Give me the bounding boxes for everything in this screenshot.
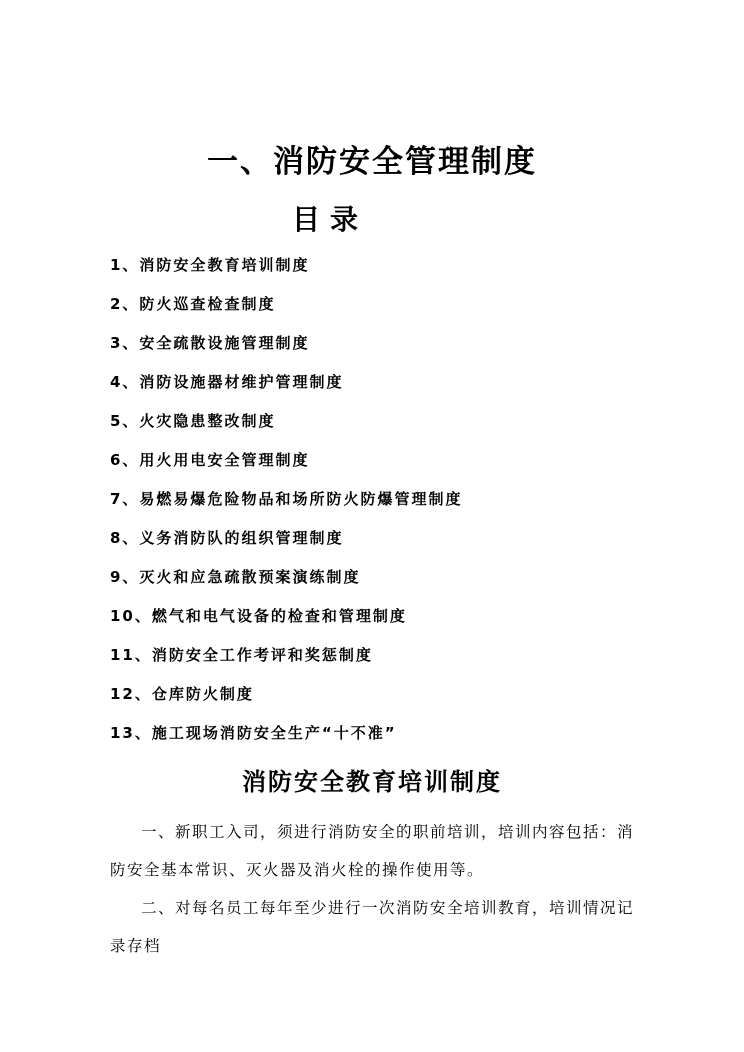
main-title: 一、消防安全管理制度 <box>207 144 537 180</box>
toc-item: 9、灭火和应急疏散预案演练制度 <box>110 568 361 586</box>
table-of-contents <box>110 253 462 760</box>
toc-item: 12、仓库防火制度 <box>110 685 254 703</box>
toc-item: 7、易燃易爆危险物品和场所防火防爆管理制度 <box>110 490 463 508</box>
toc-item: 11、消防安全工作考评和奖惩制度 <box>110 646 373 664</box>
toc-item: 2、防火巡查检查制度 <box>110 295 276 313</box>
body-paragraph: 一、新职工入司，须进行消防安全的职前培训，培训内容包括：消防安全基本常识、灭火器及消火栓的操作使用等。 <box>110 823 635 879</box>
toc-title: 目录 <box>292 203 369 236</box>
toc-item: 8、义务消防队的组织管理制度 <box>110 529 344 547</box>
section-title: 消防安全教育培训制度 <box>242 768 502 796</box>
toc-item: 3、安全疏散设施管理制度 <box>110 334 310 352</box>
toc-item: 6、用火用电安全管理制度 <box>110 451 310 469</box>
toc-item: 13、施工现场消防安全生产“十不准” <box>110 724 397 742</box>
toc-item: 5、火灾隐患整改制度 <box>110 412 276 430</box>
toc-item: 10、燃气和电气设备的检查和管理制度 <box>110 607 407 625</box>
toc-item: 4、消防设施器材维护管理制度 <box>110 373 344 391</box>
toc-item: 1、消防安全教育培训制度 <box>110 256 310 274</box>
body-paragraph: 二、对每名员工每年至少进行一次消防安全培训教育，培训情况记录存档 <box>110 899 635 955</box>
